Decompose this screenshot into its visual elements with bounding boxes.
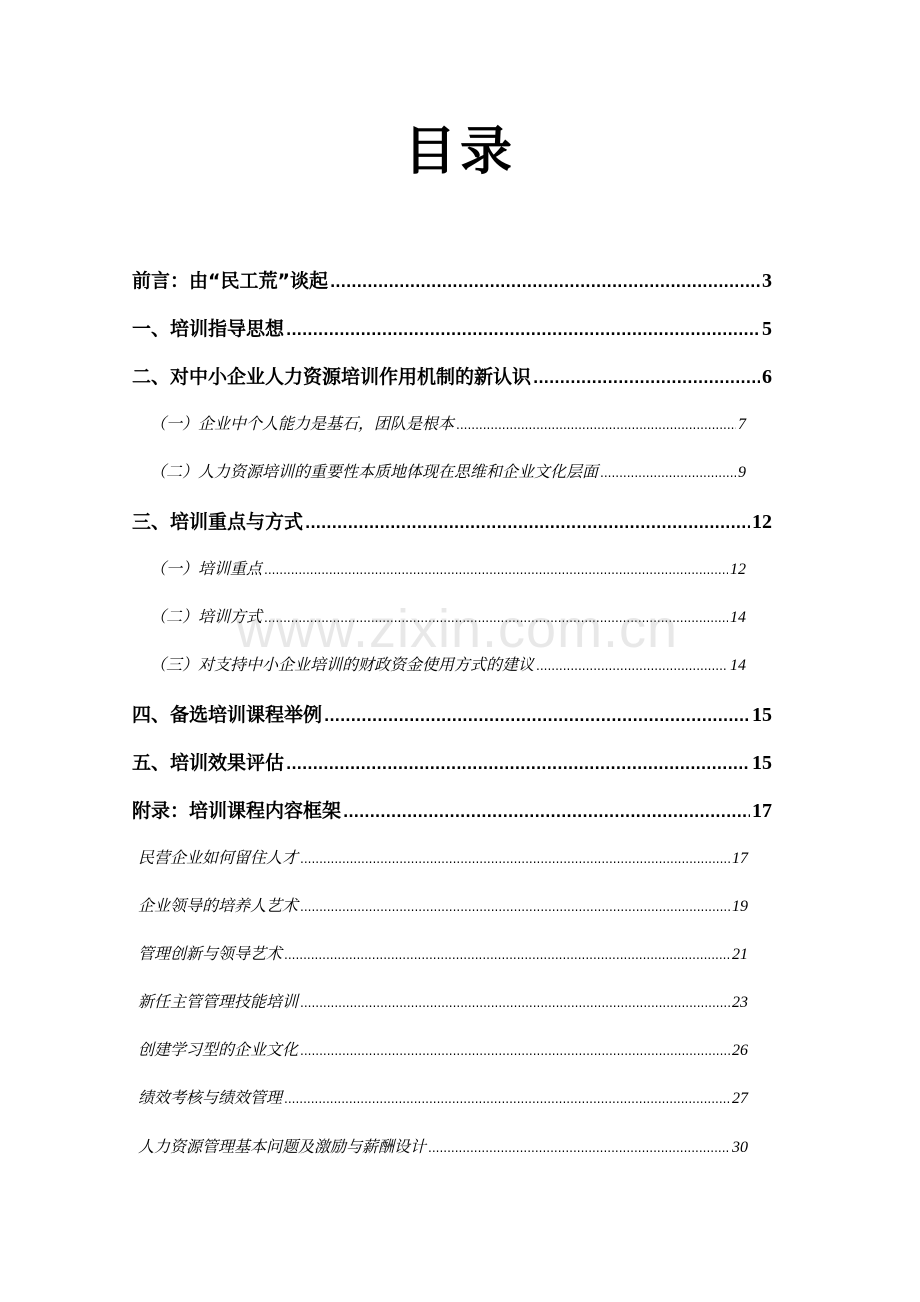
toc-entry-appendix-3[interactable]: [138, 941, 748, 964]
toc-leader-dots: [300, 992, 730, 1011]
toc-leader-dots: [264, 607, 728, 626]
toc-entry-appendix-1[interactable]: [138, 845, 748, 868]
toc-entry-section-2-1[interactable]: [150, 411, 746, 434]
toc-page-number: 17: [732, 850, 748, 867]
toc-entry-label: 前言：由“民工荒”谈起: [132, 270, 328, 292]
toc-page-number: 30: [732, 1139, 748, 1156]
toc-entry-label: 民营企业如何留住人才: [138, 848, 299, 867]
toc-page-number: 7: [738, 416, 746, 433]
toc-page-number: 19: [732, 898, 748, 915]
toc-page-number: 15: [752, 704, 772, 726]
toc-leader-dots: [600, 462, 736, 481]
toc-leader-dots: [533, 366, 760, 388]
toc-leader-dots: [286, 752, 750, 774]
toc-entry-label: 绩效考核与绩效管理: [138, 1088, 283, 1107]
toc-page-number: 21: [732, 946, 748, 963]
toc-entry-label: 附录：培训课程内容框架: [132, 800, 342, 822]
toc-page-number: 12: [752, 511, 772, 533]
toc-page-number: 17: [752, 800, 772, 822]
toc-entry-label: （二）培训方式: [150, 607, 263, 626]
toc-leader-dots: [330, 270, 760, 292]
toc-entry-appendix-2[interactable]: [138, 893, 748, 916]
toc-page-number: 23: [732, 994, 748, 1011]
toc-entry-label: （一）企业中个人能力是基石，团队是根本: [150, 414, 455, 433]
toc-page-number: 9: [738, 464, 746, 481]
toc-leader-dots: [286, 318, 760, 340]
page-title: 目录: [403, 122, 516, 182]
toc-entry-label: （一）培训重点: [150, 559, 263, 578]
toc-entry-label: 人力资源管理基本问题及激励与薪酬设计: [138, 1137, 427, 1156]
toc-leader-dots: [300, 1040, 730, 1059]
toc-entry-label: 企业领导的培养人艺术: [138, 896, 299, 915]
toc-leader-dots: [343, 800, 750, 822]
toc-page-number: 15: [752, 752, 772, 774]
toc-page-number: 12: [730, 561, 746, 578]
toc-entry-label: 新任主管管理技能培训: [138, 992, 299, 1011]
toc-page-number: 3: [762, 270, 772, 292]
toc-page-number: 5: [762, 318, 772, 340]
toc-page-number: 27: [732, 1090, 748, 1107]
toc-leader-dots: [284, 944, 730, 963]
toc-entry-section-2[interactable]: [132, 362, 772, 389]
toc-page-number: 26: [732, 1042, 748, 1059]
toc-entry-section-5[interactable]: [132, 748, 772, 775]
toc-entry-label: （三）对支持中小企业培训的财政资金使用方式的建议: [150, 655, 535, 674]
toc-entry-label: 二、对中小企业人力资源培训作用机制的新认识: [132, 366, 532, 388]
toc-entry-section-3[interactable]: [132, 507, 772, 534]
toc-entry-label: 管理创新与领导艺术: [138, 944, 283, 963]
toc-entry-preface[interactable]: [132, 266, 772, 293]
toc-entry-section-3-3[interactable]: [150, 652, 746, 675]
toc-entry-label: 创建学习型的企业文化: [138, 1040, 299, 1059]
toc-entry-appendix[interactable]: [132, 796, 772, 823]
toc-entry-appendix-6[interactable]: [138, 1085, 748, 1108]
toc-page-number: 6: [762, 366, 772, 388]
toc-entry-appendix-4[interactable]: [138, 989, 748, 1012]
toc-leader-dots: [536, 655, 728, 674]
toc-entry-label: 五、培训效果评估: [132, 752, 285, 774]
watermark-text: www.zixin.com.cn: [236, 599, 679, 659]
toc-entry-section-1[interactable]: [132, 314, 772, 341]
toc-leader-dots: [284, 1088, 730, 1107]
toc-entry-label: 四、备选培训课程举例: [132, 704, 323, 726]
toc-entry-section-3-1[interactable]: [150, 556, 746, 579]
toc-leader-dots: [300, 848, 730, 867]
toc-leader-dots: [428, 1137, 730, 1156]
toc-entry-label: （二）人力资源培训的重要性本质地体现在思维和企业文化层面: [150, 462, 599, 481]
toc-leader-dots: [456, 414, 736, 433]
toc-leader-dots: [305, 511, 750, 533]
toc-leader-dots: [264, 559, 728, 578]
toc-leader-dots: [324, 704, 750, 726]
toc-entry-label: 三、培训重点与方式: [132, 511, 304, 533]
toc-entry-section-4[interactable]: [132, 700, 772, 727]
toc-entry-appendix-7[interactable]: [138, 1134, 748, 1157]
toc-entry-appendix-5[interactable]: [138, 1037, 748, 1060]
toc-leader-dots: [300, 896, 730, 915]
toc-entry-section-2-2[interactable]: [150, 459, 746, 482]
toc-page-number: 14: [730, 609, 746, 626]
toc-entry-label: 一、培训指导思想: [132, 318, 285, 340]
toc-page-number: 14: [730, 657, 746, 674]
toc-entry-section-3-2[interactable]: [150, 604, 746, 627]
